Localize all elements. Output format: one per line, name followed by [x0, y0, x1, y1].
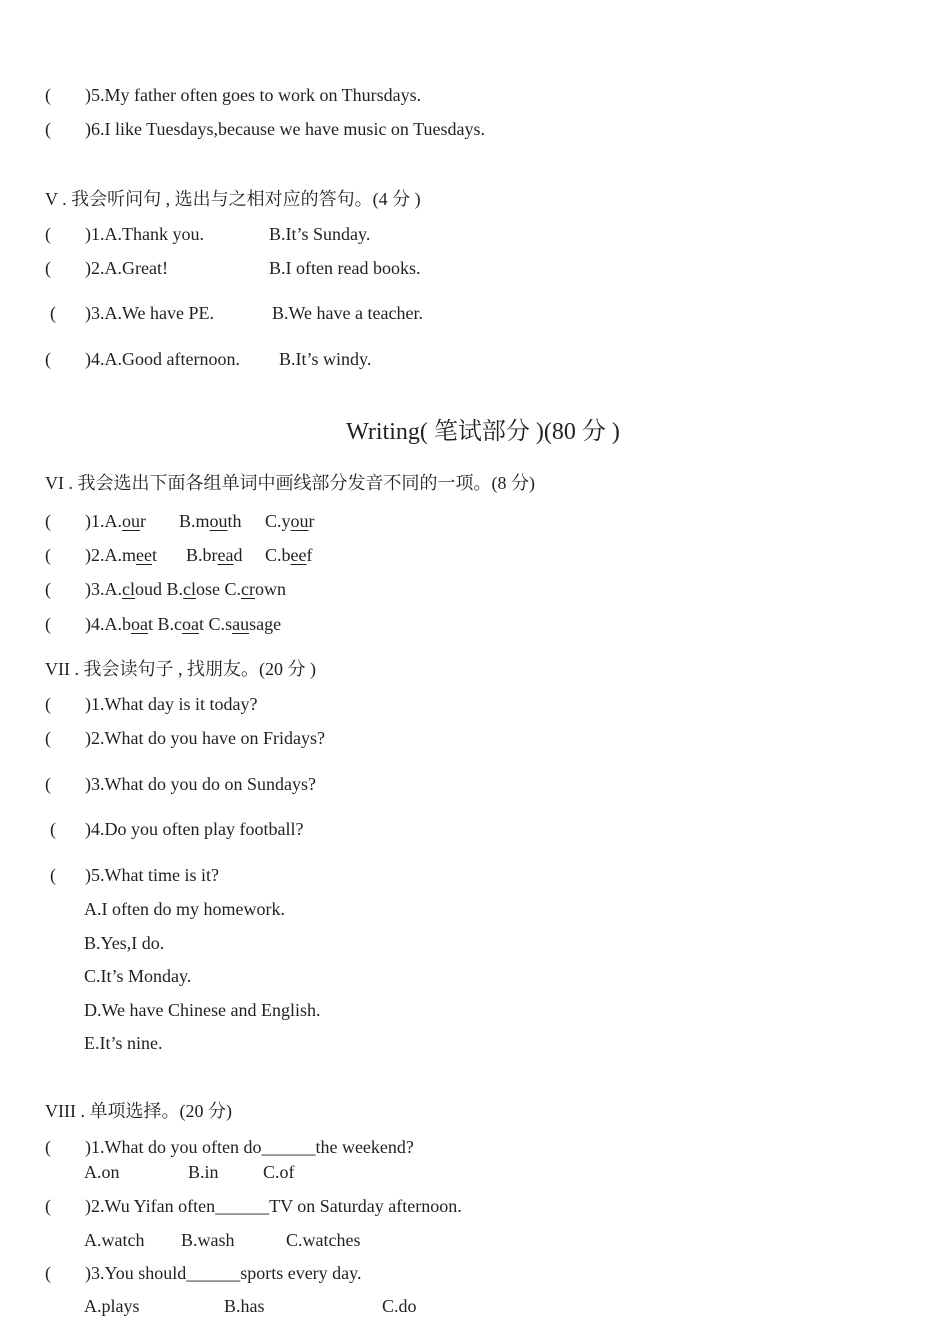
option-c: C.watches: [286, 1230, 361, 1250]
option-c: [225, 579, 287, 599]
question-item: [0, 578, 950, 600]
option-a: A.watch: [84, 1230, 145, 1250]
answer-paren: (: [50, 303, 56, 323]
option-b: B.We have a teacher.: [272, 303, 423, 323]
option-b: B.has: [224, 1296, 265, 1316]
word-part: r: [308, 511, 315, 531]
underlined-letters: ea: [217, 545, 234, 565]
section-title: VIII . 单项选择。(20 分): [45, 1101, 232, 1121]
question-number: )1.: [85, 511, 105, 531]
question-item: [0, 1136, 950, 1158]
answer-paren: (: [45, 258, 51, 278]
option-b: [158, 614, 205, 634]
question-number: )3.: [85, 579, 105, 599]
question-item: [0, 302, 950, 324]
answer-paren: (: [50, 865, 56, 885]
question-text: )6.I like Tuesdays,because we have music on Tuesdays.: [85, 119, 485, 139]
answer-paren: (: [45, 774, 51, 794]
underlined-letters: ee: [136, 545, 152, 565]
word-part: s: [225, 614, 233, 634]
writing-heading: Writing( 笔试部分 )(80 分 ): [346, 419, 620, 445]
options-row: [0, 1295, 950, 1317]
option-label: B.: [166, 579, 184, 599]
option-b: B.It’s Sunday.: [269, 224, 371, 244]
option-c: C.of: [263, 1162, 295, 1182]
option-b: B.It’s windy.: [279, 349, 372, 369]
option-label: C.: [265, 511, 282, 531]
option-label: A.: [104, 511, 122, 531]
question-text: )2.Wu Yifan often______TV on Saturday afternoon.: [85, 1196, 462, 1216]
underlined-letters: au: [232, 614, 250, 634]
answer-choice-e: E.It’s nine.: [84, 1033, 163, 1053]
word-part: f: [306, 545, 313, 565]
answer-choice: [0, 898, 950, 920]
option-label: A.: [104, 579, 122, 599]
option-label: A.: [104, 545, 122, 565]
section-title: VII . 我会读句子 , 找朋友。(20 分 ): [45, 659, 316, 679]
word-part: own: [255, 579, 287, 599]
word-part: d: [233, 545, 243, 565]
question-text: )5.What time is it?: [85, 865, 219, 885]
word-part: m: [122, 545, 137, 565]
word-part: r: [140, 511, 146, 531]
answer-paren: (: [45, 511, 51, 531]
question-text: )3.You should______sports every day.: [85, 1263, 362, 1283]
word-part: y: [281, 511, 291, 531]
answer-paren: (: [45, 545, 51, 565]
question-text: )4.Do you often play football?: [85, 819, 304, 839]
answer-paren: (: [45, 224, 51, 244]
underlined-letters: ou: [209, 511, 228, 531]
section-vi-title: [0, 472, 950, 494]
option-label: A.: [104, 614, 122, 634]
underlined-letters: oa: [182, 614, 200, 634]
question-text: )3.What do you do on Sundays?: [85, 774, 316, 794]
option-b: [186, 544, 243, 566]
underlined-letters: ee: [290, 545, 307, 565]
answer-paren: (: [45, 579, 51, 599]
underlined-letters: cl: [183, 579, 197, 599]
answer-paren: (: [45, 614, 51, 634]
question-text: )5.My father often goes to work on Thursdays.: [85, 85, 422, 105]
underlined-letters: cr: [241, 579, 256, 599]
question-text: [85, 510, 146, 532]
section-viii-title: [0, 1100, 950, 1122]
option-a: [105, 511, 147, 531]
answer-paren: (: [45, 119, 51, 139]
question-number: )4.: [85, 614, 105, 634]
option-b: [167, 579, 221, 599]
answer-choice-a: A.I often do my homework.: [84, 899, 285, 919]
word-part: oud: [135, 579, 162, 599]
question-text: )1.What day is it today?: [85, 694, 258, 714]
answer-paren: (: [45, 349, 51, 369]
question-item: [0, 118, 950, 140]
answer-paren: (: [45, 1196, 51, 1216]
option-c: [265, 510, 315, 532]
answer-choice-c: C.It’s Monday.: [84, 966, 192, 986]
word-part: b: [122, 614, 131, 634]
question-item: [0, 1262, 950, 1284]
word-part: sage: [249, 614, 282, 634]
underlined-letters: oa: [131, 614, 148, 634]
question-item: [0, 223, 950, 245]
question-item: [0, 348, 950, 370]
question-item: [0, 544, 950, 566]
question-item: [0, 510, 950, 532]
question-item: [0, 613, 950, 635]
question-text: )1.What do you often do______the weekend?: [85, 1137, 414, 1157]
options-row: [0, 1229, 950, 1251]
question-text: [85, 544, 157, 566]
option-label: C.: [224, 579, 242, 599]
option-label: B.: [186, 545, 203, 565]
word-part: m: [195, 511, 210, 531]
answer-paren: (: [50, 819, 56, 839]
word-part: br: [202, 545, 218, 565]
answer-choice-d: D.We have Chinese and English.: [84, 1000, 321, 1020]
option-a: )1.A.Thank you.: [85, 224, 204, 244]
option-b: B.in: [188, 1162, 219, 1182]
question-text: [85, 578, 286, 600]
underlined-letters: cl: [122, 579, 135, 599]
option-b: B.wash: [181, 1230, 235, 1250]
option-label: C.: [265, 545, 282, 565]
option-label: B.: [157, 614, 175, 634]
word-part: c: [174, 614, 183, 634]
question-item: [0, 864, 950, 886]
option-a: )2.A.Great!: [85, 258, 168, 278]
question-item: [0, 257, 950, 279]
option-a: [105, 579, 163, 599]
option-c: C.do: [382, 1296, 417, 1316]
option-a: [105, 614, 154, 634]
option-a: A.on: [84, 1162, 120, 1182]
word-part: b: [281, 545, 291, 565]
answer-paren: (: [45, 1137, 51, 1157]
answer-choice: [0, 999, 950, 1021]
word-part: ose: [196, 579, 221, 599]
question-item: [0, 1195, 950, 1217]
question-item: [0, 693, 950, 715]
answer-choice-b: B.Yes,I do.: [84, 933, 165, 953]
question-item: [0, 818, 950, 840]
answer-paren: (: [45, 85, 51, 105]
answer-paren: (: [45, 694, 51, 714]
section-title: VI . 我会选出下面各组单词中画线部分发音不同的一项。(8 分): [45, 473, 535, 493]
answer-choice: [0, 1032, 950, 1054]
question-number: )2.: [85, 545, 105, 565]
option-a: [105, 545, 158, 565]
answer-paren: (: [45, 728, 51, 748]
question-text: [85, 613, 281, 635]
option-a: )4.A.Good afternoon.: [85, 349, 240, 369]
underlined-letters: ou: [122, 511, 140, 531]
option-b: B.I often read books.: [269, 258, 421, 278]
word-part: t: [148, 614, 154, 634]
section-vii-title: [0, 658, 950, 680]
option-a: )3.A.We have PE.: [85, 303, 215, 323]
option-label: B.: [179, 511, 196, 531]
answer-choice: [0, 932, 950, 954]
answer-paren: (: [45, 1263, 51, 1283]
options-row: [0, 1161, 950, 1183]
option-a: A.plays: [84, 1296, 140, 1316]
option-c: [265, 544, 313, 566]
word-part: th: [227, 511, 242, 531]
word-part: t: [199, 614, 205, 634]
underlined-letters: ou: [290, 511, 309, 531]
question-item: [0, 773, 950, 795]
option-label: C.: [208, 614, 226, 634]
question-item: [0, 84, 950, 106]
question-item: [0, 727, 950, 749]
option-c: [209, 614, 282, 634]
question-text: )2.What do you have on Fridays?: [85, 728, 325, 748]
section-v-title: [0, 188, 950, 210]
section-title: V . 我会听问句 , 选出与之相对应的答句。(4 分 ): [45, 189, 421, 209]
word-part: t: [152, 545, 158, 565]
answer-choice: [0, 965, 950, 987]
option-b: [179, 510, 242, 532]
